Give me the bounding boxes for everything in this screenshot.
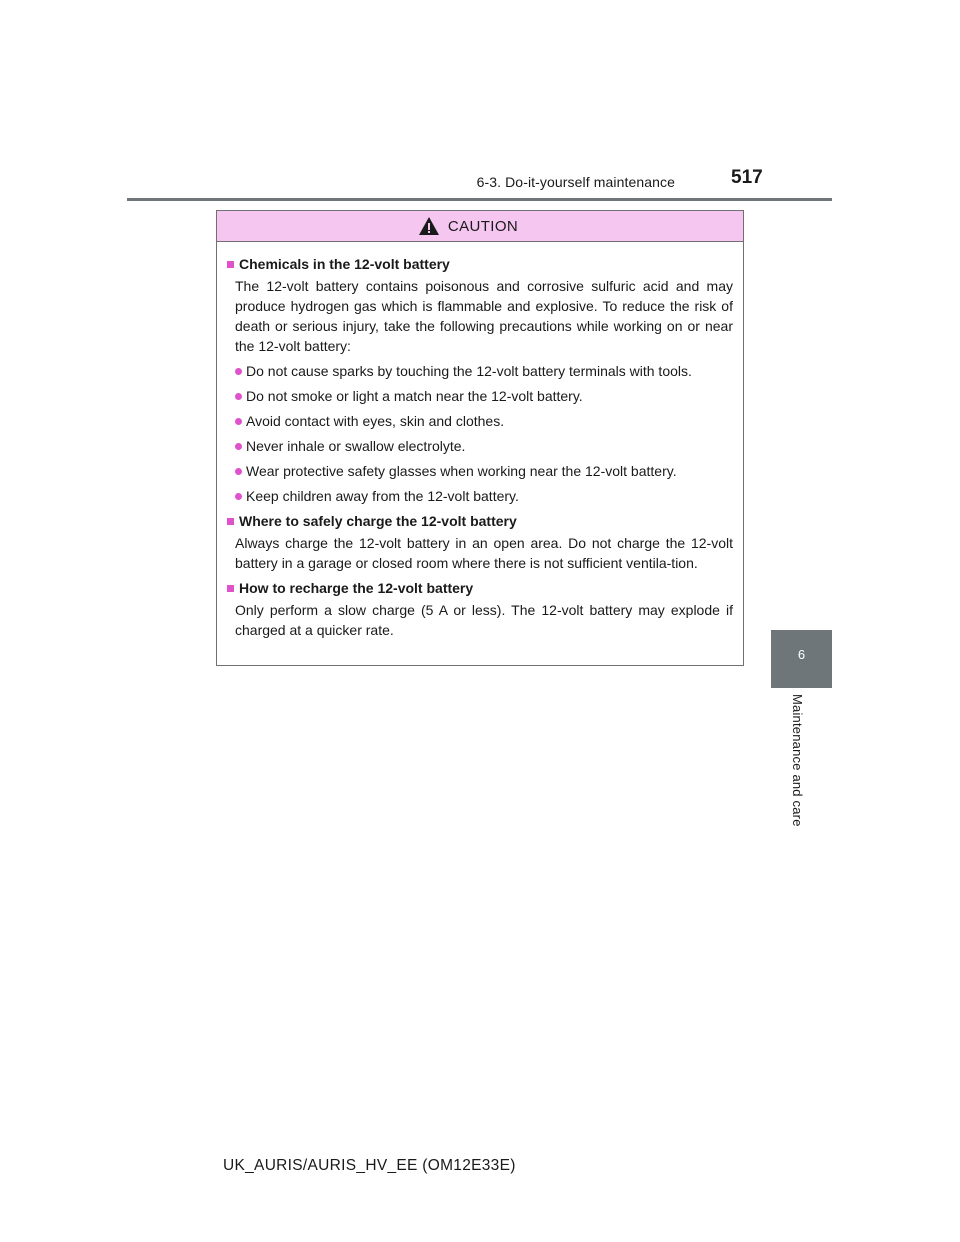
circle-bullet-icon	[235, 418, 242, 425]
circle-bullet-icon	[235, 468, 242, 475]
section-heading	[227, 578, 733, 598]
section-paragraph: Always charge the 12-volt battery in an open area. Do not charge the 12-volt battery in a garage or closed room where there is not sufficient ventila-tion.	[235, 535, 733, 571]
list-item-text: Wear protective safety glasses when working near the 12-volt battery.	[246, 463, 677, 479]
warning-triangle-icon	[418, 216, 440, 236]
circle-bullet-icon	[235, 368, 242, 375]
square-bullet-icon	[227, 585, 234, 592]
list-item	[227, 486, 733, 506]
chapter-tab	[771, 630, 832, 688]
list-item-text: Avoid contact with eyes, skin and clothes.	[246, 413, 505, 429]
list-item-text: Keep children away from the 12-volt battery.	[246, 488, 519, 504]
caution-header	[217, 211, 743, 242]
circle-bullet-icon	[235, 493, 242, 500]
list-item-text: Do not smoke or light a match near the 12-volt battery.	[246, 388, 583, 404]
section-paragraph: Only perform a slow charge (5 A or less). The 12-volt battery may explode if charged at a quicker rate.	[235, 602, 733, 638]
list-item-text: Do not cause sparks by touching the 12-volt battery terminals with tools.	[246, 363, 692, 379]
list-item	[227, 461, 733, 481]
caution-title: CAUTION	[447, 217, 519, 235]
section-heading-text: How to recharge the 12-volt battery	[239, 580, 474, 596]
circle-bullet-icon	[235, 443, 242, 450]
caution-box	[216, 210, 744, 666]
chapter-number: 6	[797, 647, 806, 662]
list-item-text: Never inhale or swallow electrolyte.	[246, 438, 466, 454]
square-bullet-icon	[227, 518, 234, 525]
list-item	[227, 361, 733, 381]
list-item	[227, 411, 733, 431]
list-item	[227, 386, 733, 406]
section-paragraph: The 12-volt battery contains poisonous and corrosive sulfuric acid and may produce hydrogen gas which is flammable and explosive. To reduce the risk of death or serious injury, take the following precautions while working on or near the 12-volt battery:	[235, 278, 733, 354]
section-heading	[227, 511, 733, 531]
model-code-footer: UK_AURIS/AURIS_HV_EE (OM12E33E)	[223, 1157, 516, 1174]
section-heading	[227, 254, 733, 274]
circle-bullet-icon	[235, 393, 242, 400]
section-heading-text: Chemicals in the 12-volt battery	[239, 256, 450, 272]
caution-body	[217, 242, 743, 640]
header-rule	[127, 198, 832, 201]
chapter-label: Maintenance and care	[790, 694, 805, 827]
section-title: 6-3. Do-it-yourself maintenance	[476, 174, 675, 190]
section-heading-text: Where to safely charge the 12-volt battery	[239, 513, 517, 529]
square-bullet-icon	[227, 261, 234, 268]
list-item	[227, 436, 733, 456]
page-number: 517	[731, 167, 763, 188]
